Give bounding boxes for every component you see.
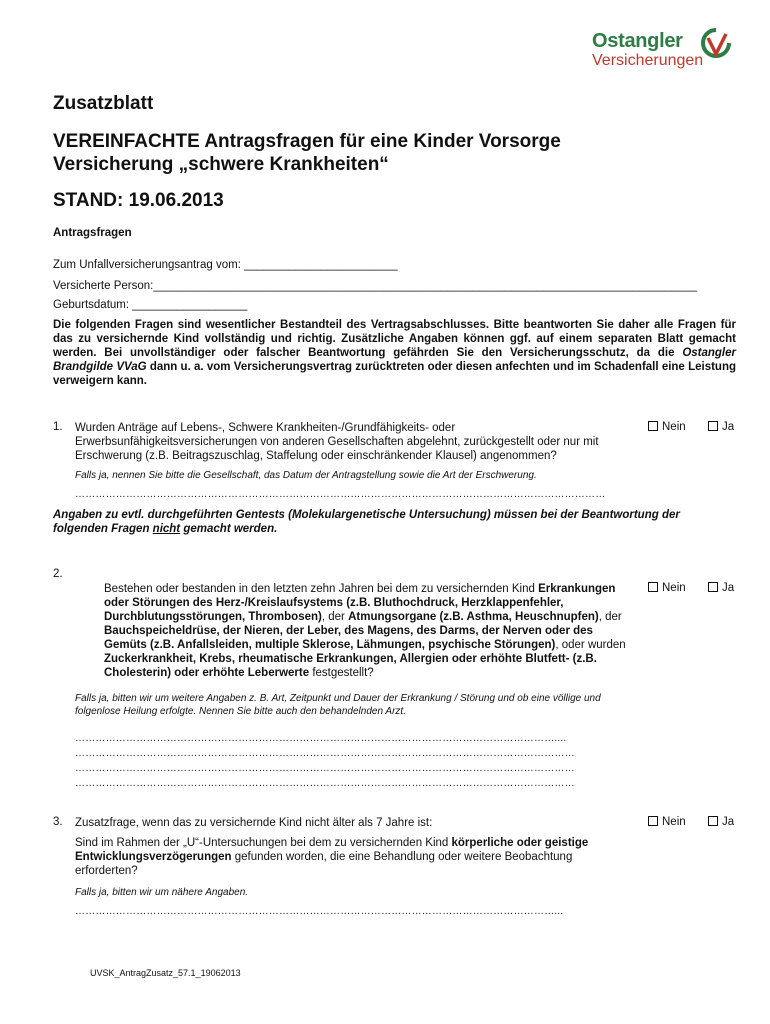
q2-option-no[interactable] bbox=[648, 582, 686, 594]
q2-number: 2. bbox=[53, 568, 63, 580]
q1-answer-line[interactable]: ………………………………………………………………………………………………………………………………………… bbox=[75, 489, 606, 500]
warning-underlined: nicht bbox=[152, 523, 181, 535]
q2-text bbox=[104, 582, 634, 680]
q2-b4: Zuckerkrankheit, Krebs, rheumatische Erkrankungen, Allergien oder erhöhte Blutfett- (z.B. Cholesterin) oder erhöhte Leberwerte bbox=[104, 653, 597, 679]
ostangler-logo bbox=[592, 28, 742, 74]
q2-yes-label: Ja bbox=[722, 582, 735, 594]
q1-hint: Falls ja, nennen Sie bitte die Gesellschaft, das Datum der Antragstellung sowie die Art der Erschwerung. bbox=[75, 470, 537, 481]
q2-no-label: Nein bbox=[662, 582, 686, 594]
warning-text-1: Angaben zu evtl. durchgeführten Gentests (Molekulargenetische Untersuchung) müssen bei der Beantwortung der folgenden Fragen bbox=[53, 509, 680, 535]
q3-option-no[interactable] bbox=[648, 816, 686, 828]
document-code: UVSK_AntragZusatz_57.1_19062013 bbox=[90, 968, 241, 978]
section-label: Antragsfragen bbox=[53, 227, 132, 239]
gentest-warning bbox=[53, 508, 736, 536]
q1-no-label: Nein bbox=[662, 421, 686, 433]
q3-hint: Falls ja, bitten wir um nähere Angaben. bbox=[75, 887, 249, 898]
q2-option-yes[interactable] bbox=[708, 582, 734, 594]
stand-date: STAND: 19.06.2013 bbox=[53, 190, 224, 211]
q2-answer-line-1[interactable]: …………………………………………………………………………………………………………………………….... bbox=[75, 733, 567, 744]
q2-t1: Bestehen oder bestanden in den letzten zehn Jahren bei dem zu versichernden Kind bbox=[104, 583, 539, 595]
checkbox-icon[interactable] bbox=[708, 582, 718, 592]
q3-t1: Sind im Rahmen der „U“-Untersuchungen bei dem zu versichernden Kind bbox=[75, 837, 452, 849]
checkbox-icon[interactable] bbox=[648, 816, 658, 826]
q2-b2: Atmungsorgane (z.B. Asthma, Heuschnupfen) bbox=[348, 611, 599, 623]
q1-option-no[interactable] bbox=[648, 421, 686, 433]
q2-answer-line-2[interactable]: ………………………………………………………………………………………………………………………………… bbox=[75, 748, 575, 759]
logo-swirl-icon bbox=[696, 26, 736, 60]
intro-text-2: dann u. a. vom Versicherungsvertrag zurücktreten oder diesen anfechten und im Schadenfall eine Leistung verweigern kann. bbox=[53, 361, 736, 387]
q3-text bbox=[75, 836, 620, 878]
q1-option-yes[interactable] bbox=[708, 421, 734, 433]
q2-hint: Falls ja, bitten wir um weitere Angaben z. B. Art, Zeitpunkt und Dauer der Erkrankung / Störung und ob eine völlige und folgenlose Heilung erfolgte. Nennen Sie bitte auch den behandelnden Arzt. bbox=[75, 693, 601, 717]
checkbox-icon[interactable] bbox=[708, 421, 718, 431]
checkbox-icon[interactable] bbox=[648, 582, 658, 592]
insurer-name: Ostangler Brandgilde VVaG bbox=[53, 347, 736, 373]
q3-no-label: Nein bbox=[662, 816, 686, 828]
q3-title: Zusatzfrage, wenn das zu versichernde Kind nicht älter als 7 Jahre ist: bbox=[75, 817, 433, 829]
q3-yes-label: Ja bbox=[722, 816, 735, 828]
q3-b1: körperliche oder geistige Entwicklungsverzögerungen bbox=[75, 837, 589, 863]
insured-person-field[interactable]: Versicherte Person:_____________________________________________________________________________________ bbox=[53, 280, 697, 292]
q2-answer-line-3[interactable]: ………………………………………………………………………………………………………………………………… bbox=[75, 763, 575, 774]
checkbox-icon[interactable] bbox=[708, 816, 718, 826]
q2-t3: , der bbox=[598, 611, 622, 623]
q1-text: Wurden Anträge auf Lebens-, Schwere Krankheiten-/Grundfähigkeits- oder Erwerbsunfähigkeitsversicherungen von anderen Gesellschaften abgelehnt, zurückgestellt oder nur mit Erschwerung (z.B. Beitragszuschlag, Staffelung oder einschränkender Klausel) angenommen? bbox=[75, 422, 599, 462]
unfall-antrag-date-field[interactable]: Zum Unfallversicherungsantrag vom: ________________________ bbox=[53, 259, 398, 271]
q2-b1: Erkrankungen oder Störungen des Herz-/Kreislaufsystems (z.B. Bluthochdruck, Herzklappenfehler, Durchblutungsstörungen, Thrombosen) bbox=[104, 583, 616, 623]
q3-answer-line[interactable]: ……………………………………………………………………………………………………………………………... bbox=[75, 906, 564, 917]
q3-t2: gefunden worden, die eine Behandlung oder weitere Beobachtung erforderten? bbox=[75, 851, 573, 877]
document-title: VEREINFACHTE Antragsfragen für eine Kinder Vorsorge Versicherung „schwere Krankheiten“ bbox=[53, 131, 561, 175]
intro-paragraph bbox=[53, 318, 736, 388]
q2-t2: , der bbox=[321, 611, 349, 623]
q1-yes-label: Ja bbox=[722, 421, 735, 433]
q2-answer-line-4[interactable]: ………………………………………………………………………………………………………………………………… bbox=[75, 778, 575, 789]
q2-t5: festgestellt? bbox=[309, 667, 374, 679]
q2-t4: , oder wurden bbox=[555, 639, 626, 651]
logo-text-ostangler: Ostangler bbox=[592, 30, 683, 52]
q1-number: 1. bbox=[53, 421, 63, 433]
logo-text-versicherungen: Versicherungen bbox=[592, 52, 704, 69]
sheet-title: Zusatzblatt bbox=[53, 93, 154, 114]
q3-option-yes[interactable] bbox=[708, 816, 734, 828]
warning-text-2: gemacht werden. bbox=[180, 523, 278, 535]
q3-number: 3. bbox=[53, 816, 63, 828]
q2-b3: Bauchspeicheldrüse, der Nieren, der Leber, des Magens, des Darms, der Nerven oder des Gemüts (z.B. Anfallsleiden, multiple Sklerose, Lähmungen, psychische Störungen) bbox=[104, 625, 593, 651]
birthdate-field[interactable]: Geburtsdatum: __________________ bbox=[53, 299, 248, 311]
intro-text-1: Die folgenden Fragen sind wesentlicher Bestandteil des Vertragsabschlusses. Bitte beantworten Sie daher alle Fragen für das zu versichernde Kind vollständig und richtig. Zusätzliche Angaben können ggf. auf einem separaten Blatt gemacht werden. Bei unvollständiger oder falscher Beantwortung gefährden Sie den Versicherungsschutz, da die bbox=[53, 319, 736, 359]
checkbox-icon[interactable] bbox=[648, 421, 658, 431]
